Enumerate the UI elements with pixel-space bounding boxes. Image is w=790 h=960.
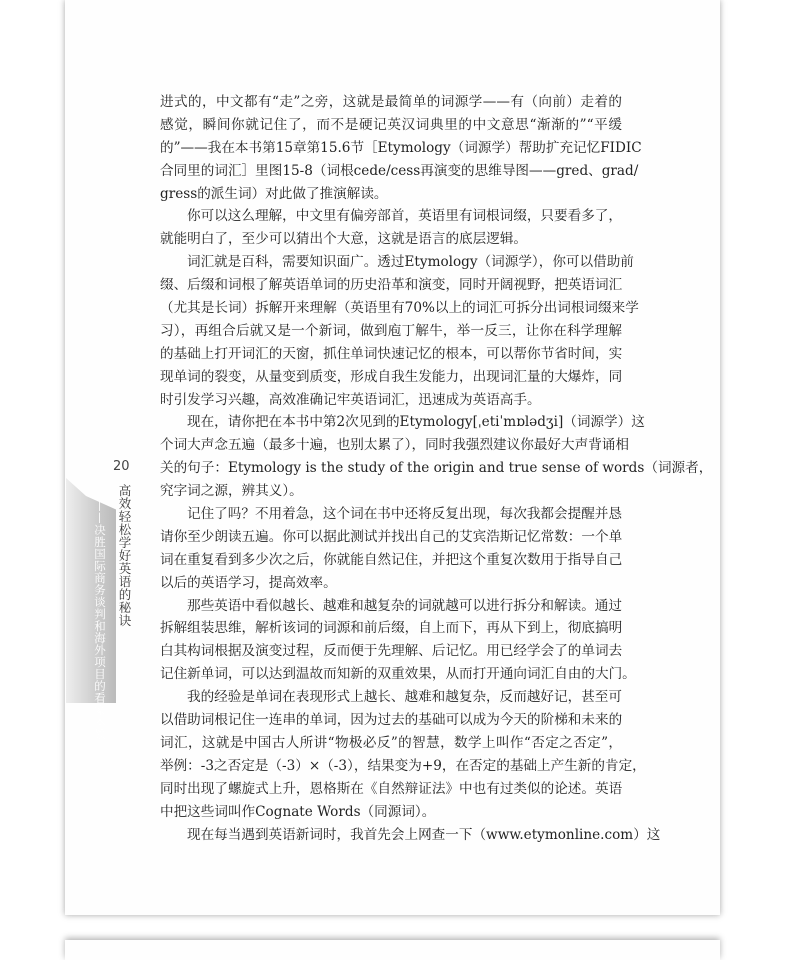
paragraph [160, 503, 622, 595]
text-line: 记住新单词，可以达到温故而知新的双重效果，从而打开通向词汇自由的大门。 [160, 666, 636, 683]
book-title: 高效轻松学好英语的秘诀 [117, 484, 132, 627]
text-line: 就能明白了，至少可以猜出个大意，这就是语言的底层逻辑。 [160, 231, 528, 248]
text-line: 的”——我在本书第15章第15.6节［Etymology（词源学）帮助扩充记忆FIDIC [160, 139, 642, 156]
paragraph [160, 91, 642, 205]
text-line: 究字词之源，辨其义）。 [160, 483, 303, 500]
text-line: 现在每当遇到英语新词时，我首先会上网查一下（www.etymonline.com）这 [187, 826, 661, 843]
text-line: 拆解组装思维，解析该词的词源和前后缀，自上而下，再从下到上，彻底搞明 [160, 620, 623, 637]
chapter-side-tab [66, 478, 116, 703]
paragraph [160, 205, 622, 251]
text-line: 的基础上打开词汇的天窗，抓住单词快速记忆的根本，可以帮你节省时间，实 [160, 345, 623, 362]
text-line: 词汇，这就是中国古人所讲“物极必反”的智慧，数学上叫作“否定之否定”， [160, 734, 622, 751]
text-line: 请你至少朗读五遍。你可以据此测试并找出自己的艾宾浩斯记忆常数：一个单 [160, 528, 623, 545]
text-line: gress的派生词）对此做了推演解读。 [160, 185, 388, 202]
text-line: 现在，请你把在本书中第2次见到的Etymology[ˌetiˈmɒlədʒi]（词源学）这 [187, 414, 645, 431]
text-line: 那些英语中看似越长、越难和越复杂的词就越可以进行拆分和解读。通过 [187, 597, 622, 614]
text-line: 词在重复看到多少次之后，你就能自然记住，并把这个重复次数用于指导自己 [160, 551, 623, 568]
paragraph [160, 251, 639, 411]
text-line: 以借助词根记住一连串的单词，因为过去的基础可以成为今天的阶梯和未来的 [160, 712, 623, 729]
text-line: 个词大声念五遍（最多十遍，也别太累了），同时我强烈建议你最好大声背诵相 [160, 437, 629, 454]
paragraph [160, 595, 636, 687]
text-line: 习），再组合后就又是一个新词，做到庖丁解牛，举一反三，让你在科学理解 [160, 322, 622, 339]
text-line: 感觉，瞬间你就记住了，而不是硬记英汉词典里的中文意思“渐渐的”“平缓 [160, 116, 622, 133]
text-line: 我的经验是单词在表现形式上越长、越难和越复杂，反而越好记，甚至可 [187, 689, 622, 706]
text-line: 白其构词根据及演变过程，反而便于先理解、后记忆。用已经学会了的单词去 [160, 643, 623, 660]
text-line: 关的句子：Etymology is the study of the origin and true sense of words（词源者， [160, 460, 713, 477]
body-text [160, 91, 713, 846]
paragraph [160, 411, 713, 503]
text-line: 你可以这么理解，中文里有偏旁部首，英语里有词根词缀，只要看多了， [187, 208, 622, 225]
paragraph [160, 686, 646, 823]
text-line: 记住了吗？不用着急，这个词在书中还将反复出现，每次我都会提醒并恳 [187, 506, 622, 523]
text-line: （尤其是长词）拆解开来理解（英语里有70%以上的词汇可拆分出词根词缀来学 [160, 300, 639, 317]
book-subtitle: ——决胜国际商务谈判和海外项目的看家本领 [93, 500, 107, 740]
text-line: 以后的英语学习，提高效率。 [160, 574, 337, 591]
text-line: 缀、后缀和词根了解英语单词的历史沿革和演变，同时开阔视野，把英语词汇 [160, 277, 623, 294]
text-line: 中把这些词叫作Cognate Words（同源词）。 [160, 803, 436, 820]
page-number: 20 [113, 459, 130, 474]
text-line: 进式的，中文都有“走”之旁，这就是最简单的词源学——有（向前）走着的 [160, 94, 622, 110]
text-line: 词汇就是百科，需要知识面广。透过Etymology（词源学），你可以借助前 [187, 254, 634, 271]
text-line: 举例：-3之否定是（-3）×（-3），结果变为+9，在否定的基础上产生新的肯定， [160, 757, 646, 774]
next-page-edge [65, 940, 720, 960]
text-line: 合同里的词汇］里图15-8（词根cede/cess再演变的思维导图——gred、grad/ [160, 162, 639, 179]
text-line: 时引发学习兴趣，高效准确记牢英语词汇，迅速成为英语高手。 [160, 391, 541, 408]
text-line: 同时出现了螺旋式上升，恩格斯在《自然辩证法》中也有过类似的论述。英语 [160, 780, 623, 797]
text-line: 现单词的裂变，从量变到质变，形成自我生发能力，出现词汇量的大爆炸，同 [160, 368, 623, 385]
paragraph [160, 824, 661, 847]
